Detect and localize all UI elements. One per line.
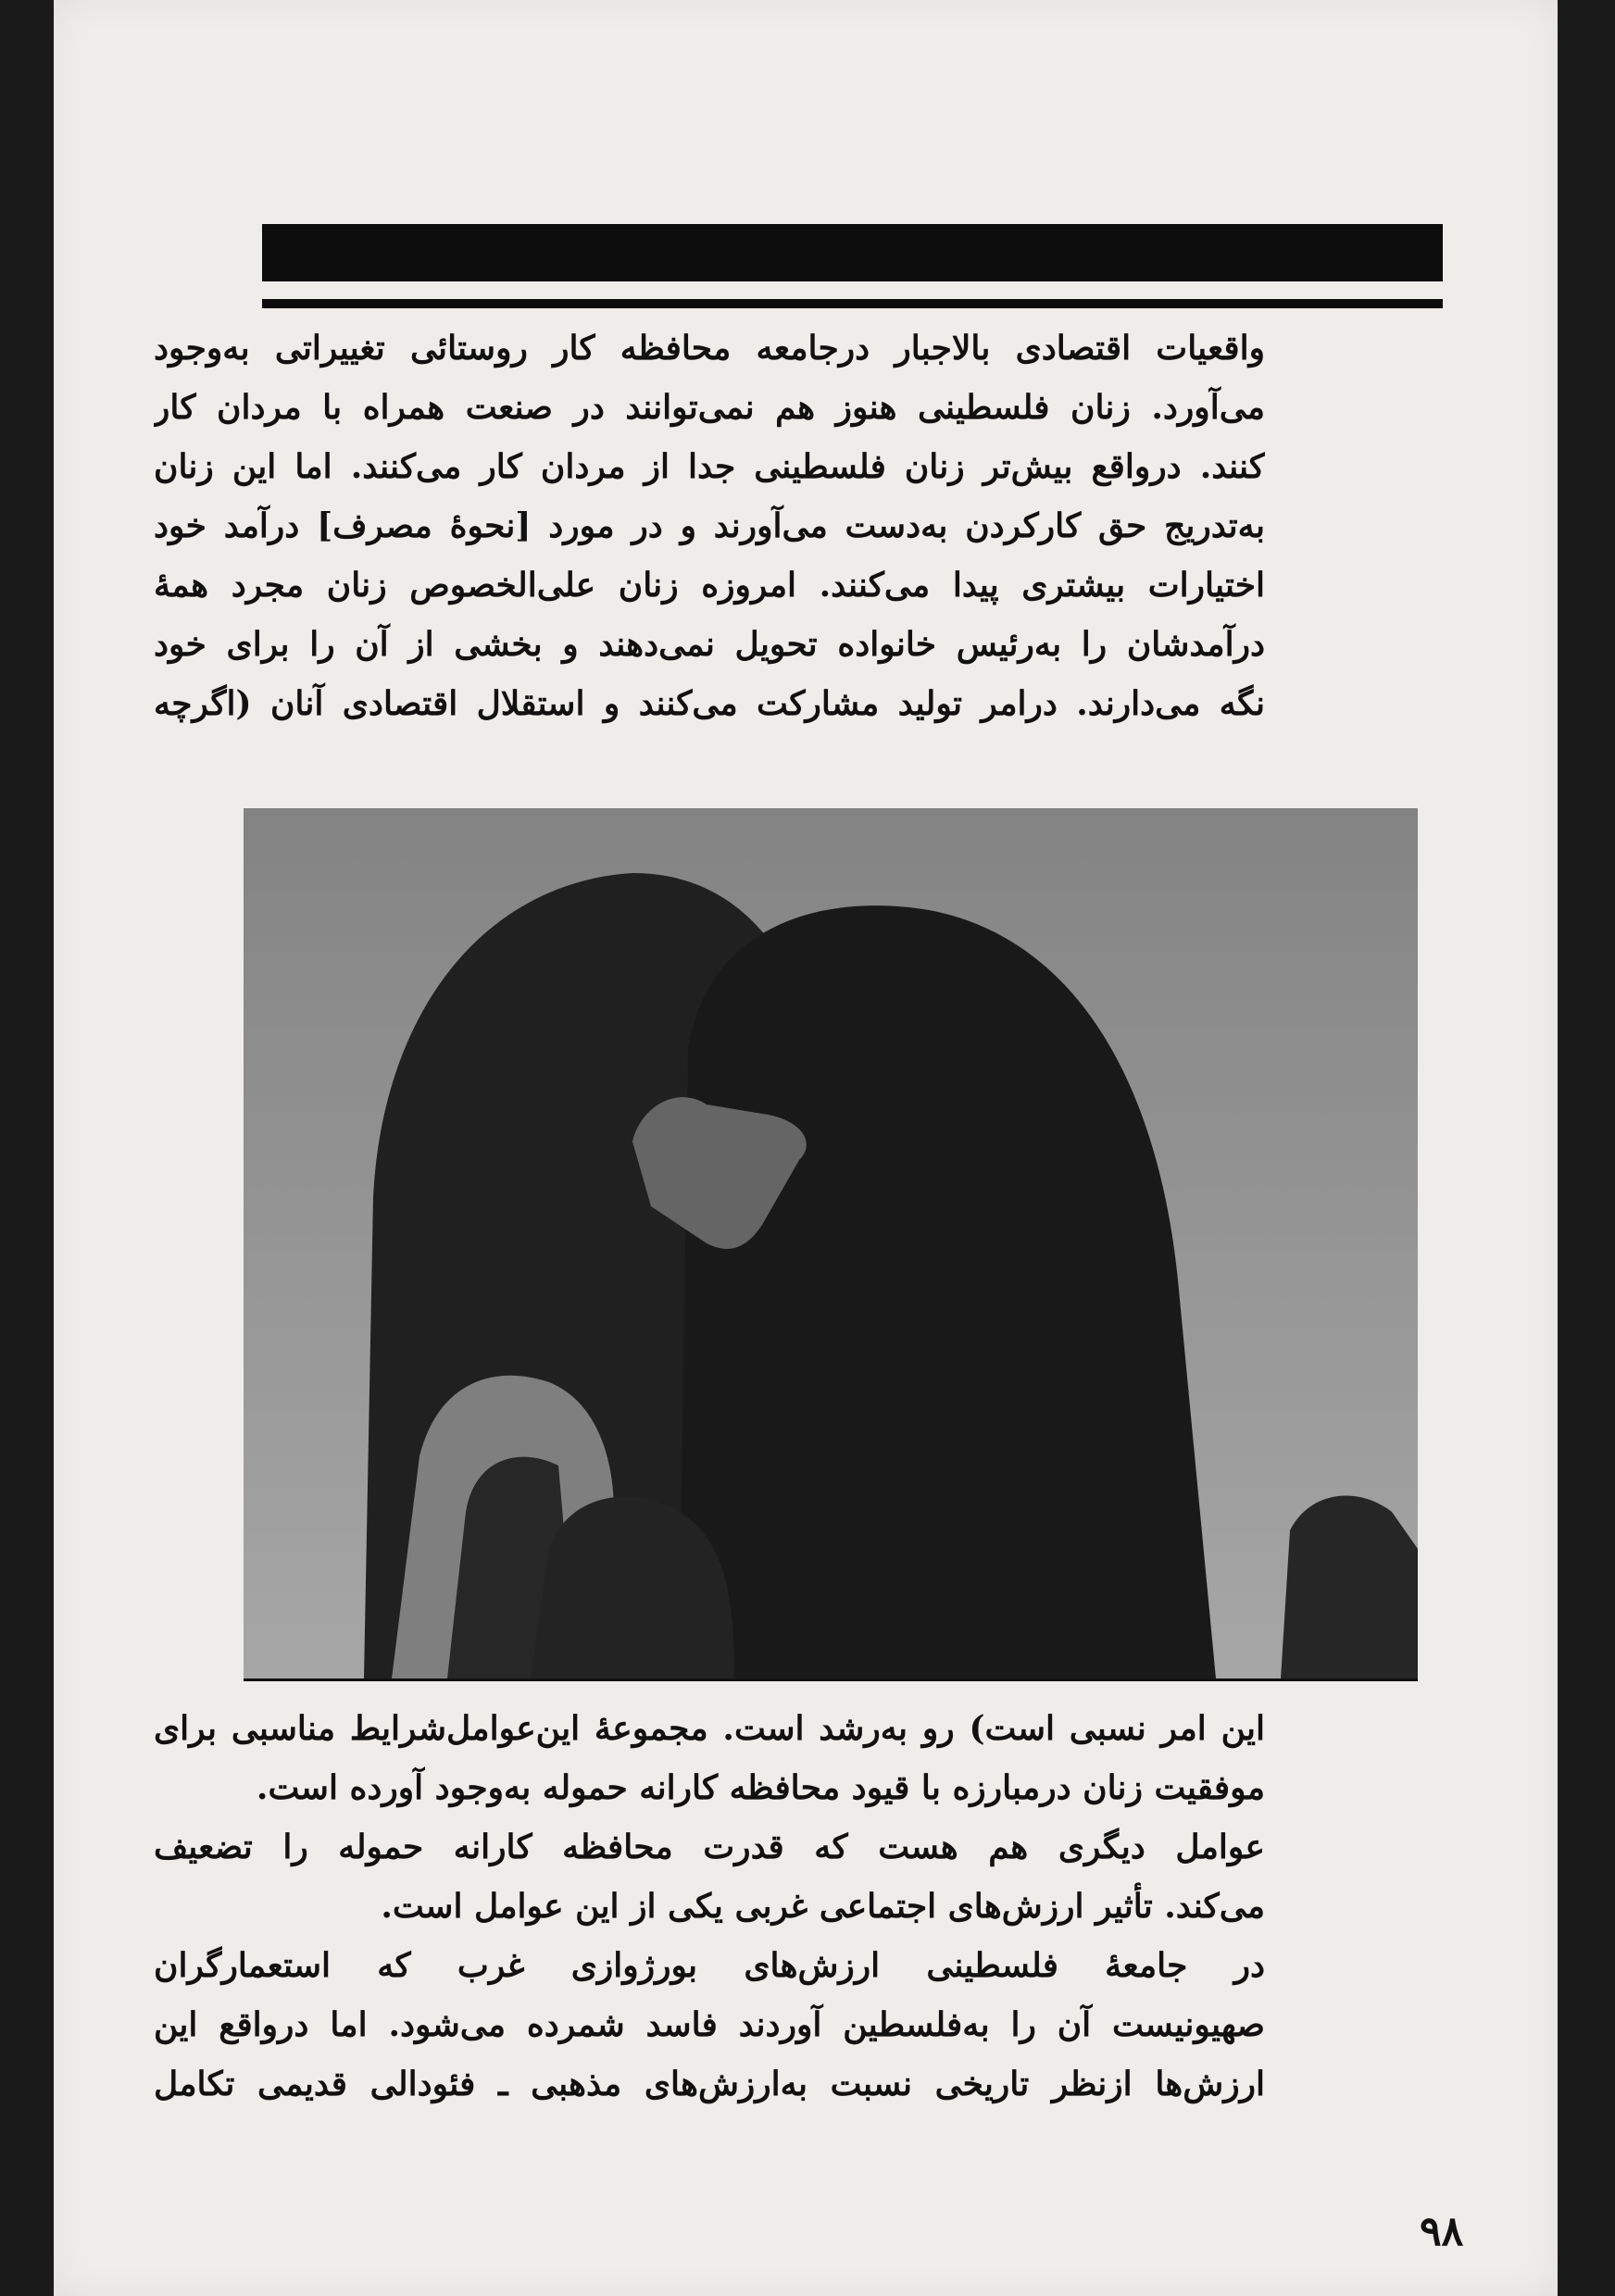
text-line: عوامل دیگری هم هست که قدرت محافظه کارانه حموله را تضعیف bbox=[154, 1828, 1265, 1866]
page-number: ۹۸ bbox=[1420, 2208, 1464, 2255]
book-page bbox=[54, 0, 1558, 2296]
text-line: این امر نسبی است) رو به‌رشد است. مجموعهٔ این‌عوامل‌شرایط مناسبی برای bbox=[154, 1709, 1265, 1748]
paragraph-top bbox=[154, 318, 1265, 733]
text-line: به‌تدریج حق کارکردن به‌دست می‌آورند و در مورد [نحوهٔ مصرف] درآمد خود bbox=[154, 506, 1265, 545]
text-line: واقعیات اقتصادی بالاجبار درجامعه محافظه کار روستائی تغییراتی به‌وجود bbox=[154, 329, 1265, 368]
photo-veiled-women bbox=[244, 808, 1418, 1681]
text-line: در جامعهٔ فلسطینی ارزش‌های بورژوازی غرب که استعمارگران bbox=[154, 1946, 1265, 1985]
text-line: اختیارات بیشتری پیدا می‌کنند. امروزه زنان علی‌الخصوص زنان مجرد همهٔ bbox=[154, 566, 1265, 605]
text-line: می‌کند. تأثیر ارزش‌های اجتماعی غربی یکی از این عوامل است. bbox=[381, 1887, 1265, 1926]
header-rule-thick bbox=[262, 224, 1443, 281]
photo-illustration bbox=[244, 808, 1418, 1678]
paragraph-bottom bbox=[154, 1699, 1265, 2114]
text-line: می‌آورد. زنان فلسطینی هنوز هم نمی‌توانند در صنعت همراه با مردان کار bbox=[154, 388, 1265, 427]
text-line: نگه می‌دارند. درامر تولید مشارکت می‌کنند و استقلال اقتصادی آنان (اگرچه bbox=[154, 684, 1265, 723]
text-line: ارزش‌ها ازنظر تاریخی نسبت به‌ارزش‌های مذهبی ـ فئودالی قدیمی تکامل bbox=[154, 2065, 1265, 2103]
header-rule-thin bbox=[262, 299, 1443, 308]
text-line: موفقیت زنان درمبارزه با قیود محافظه کارانه حموله به‌وجود آورده است. bbox=[256, 1768, 1265, 1807]
text-line: درآمدشان را به‌رئیس خانواده تحویل نمی‌دهند و بخشی از آن را برای خود bbox=[154, 625, 1265, 664]
text-line: کنند. درواقع بیش‌تر زنان فلسطینی جدا از مردان کار می‌کنند. اما این زنان bbox=[154, 447, 1265, 486]
text-line: صهیونیست آن را به‌فلسطین آوردند فاسد شمرده می‌شود. اما درواقع این bbox=[154, 2005, 1265, 2044]
